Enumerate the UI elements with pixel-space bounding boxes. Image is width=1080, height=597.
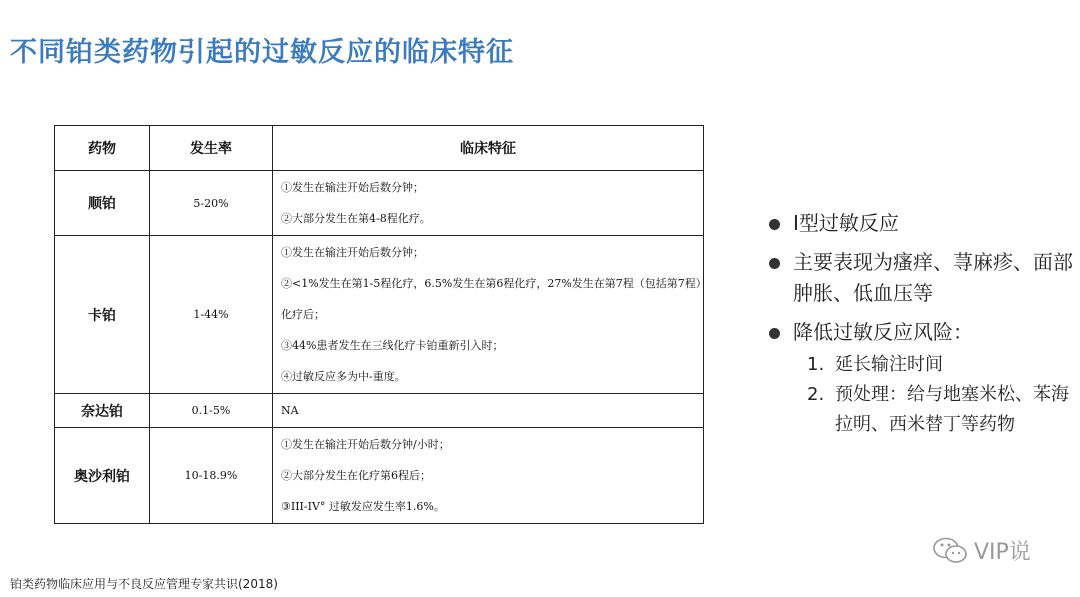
watermark-text: VIP说: [974, 540, 1031, 565]
features-cell: [273, 171, 704, 236]
drug-cell: 奈达铂: [55, 394, 150, 428]
rate-cell: 10-18.9%: [150, 428, 273, 524]
feature-line: ②<1%发生在第1-5程化疗，6.5%发生在第6程化疗，27%发生在第7程（包括第7程）化疗后；: [281, 277, 702, 321]
source-citation: 铂类药物临床应用与不良反应管理专家共识(2018): [10, 577, 278, 591]
rate-cell: 0.1-5%: [150, 394, 273, 428]
bullet-dot-icon: [769, 219, 780, 230]
bullet-text: Ⅰ型过敏反应: [793, 211, 899, 235]
features-cell: [273, 428, 704, 524]
watermark: [932, 535, 1031, 566]
feature-line: ③III-IV° 过敏发应发生率1.6%。: [281, 500, 445, 513]
drug-cell: 奥沙利铂: [55, 428, 150, 524]
bullet-item: [765, 208, 1077, 239]
feature-line: ①发生在输注开始后数分钟/小时；: [281, 438, 450, 451]
features-cell: [273, 394, 704, 428]
rate-cell: 5-20%: [150, 171, 273, 236]
bullet-text: 主要表现为瘙痒、荨麻疹、面部肿胀、低血压等: [793, 250, 1073, 305]
sub-item: [765, 380, 1077, 440]
sub-number: 2.: [807, 384, 825, 405]
table-row: [55, 428, 704, 524]
header-rate: 发生率: [150, 126, 273, 171]
allergy-table: [54, 125, 704, 524]
feature-line: ②大部分发生在第4-8程化疗。: [281, 212, 431, 225]
rate-cell: 1-44%: [150, 236, 273, 394]
sub-item: [765, 350, 1077, 380]
table-row: [55, 236, 704, 394]
sub-text: 延长输注时间: [835, 354, 943, 375]
wechat-icon: [932, 536, 970, 566]
header-drug: 药物: [55, 126, 150, 171]
drug-cell: 卡铂: [55, 236, 150, 394]
table-header-row: [55, 126, 704, 171]
feature-line: NA: [281, 404, 299, 417]
bullet-dot-icon: [769, 258, 780, 269]
feature-line: ①发生在输注开始后数分钟；: [281, 181, 424, 194]
feature-line: ③44%患者发生在三线化疗卡铂重新引入时；: [281, 339, 504, 352]
sub-number: 1.: [807, 354, 825, 375]
feature-line: ①发生在输注开始后数分钟；: [281, 246, 424, 259]
table-row: [55, 394, 704, 428]
bullet-item: [765, 247, 1077, 309]
feature-line: ④过敏反应多为中-重度。: [281, 370, 406, 383]
table-row: [55, 171, 704, 236]
bullet-dot-icon: [769, 328, 780, 339]
bullet-item: [765, 317, 1077, 348]
summary-bullets: [765, 208, 1077, 440]
page-title: 不同铂类药物引起的过敏反应的临床特征: [10, 37, 514, 68]
feature-line: ②大部分发生在化疗第6程后；: [281, 469, 431, 482]
features-cell: [273, 236, 704, 394]
drug-cell: 顺铂: [55, 171, 150, 236]
bullet-text: 降低过敏反应风险：: [793, 320, 973, 344]
header-features: 临床特征: [273, 126, 704, 171]
sub-text: 预处理：给与地塞米松、苯海拉明、西米替丁等药物: [835, 384, 1069, 435]
